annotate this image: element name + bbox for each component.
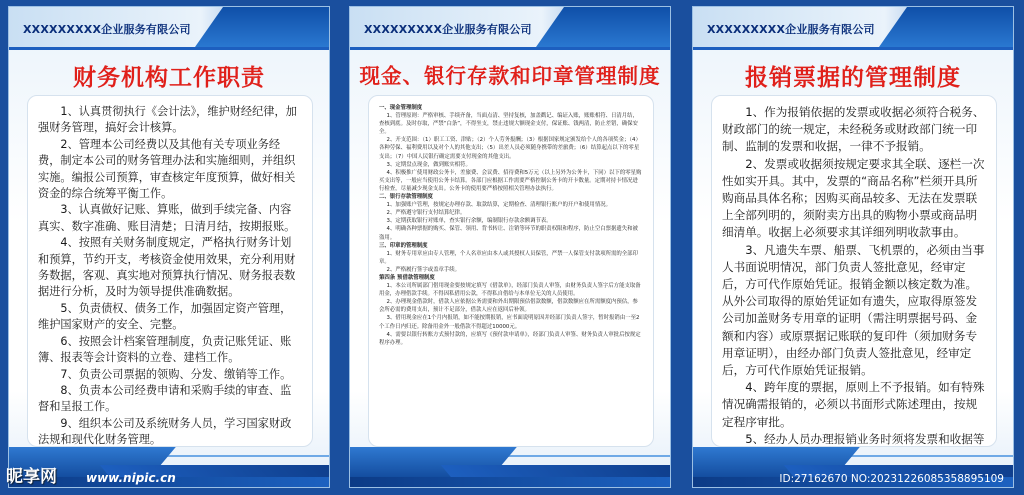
paragraph: 3、认真做好记账、算账，做到手续完备、内容真实、数字准确、账目清楚；日清月结，按期报账。 xyxy=(38,203,296,233)
paragraph: 4、需要以银行转账方式预付款的，应填写《预付款申请单》，经部门负责人审签、财务负责人审批后按规定程序办理。 xyxy=(379,331,641,346)
paragraph: 5、负责债权、债务工作，加强固定资产管理，维护国家财产的安全、完整。 xyxy=(38,301,292,332)
watermark-logo: 昵享网 xyxy=(6,467,57,487)
section-heading: 二、银行存款管理制度 xyxy=(379,194,433,201)
company-name: XXXXXXXXX企业服务有限公司 xyxy=(364,23,532,36)
section-heading: 三、印章的管理制度 xyxy=(379,242,428,249)
panel-title: 现金、银行存款和印章管理制度 xyxy=(359,64,661,88)
paragraph: 2、办理现金借款时，借款人应依据公务需要和外出期限预估借款数额，借款数额应在所需额度内预估，参会所必需的费用支出，预计不足部分，借款人应在返回后补领。 xyxy=(379,299,638,314)
header-divider xyxy=(350,47,670,50)
paragraph: 3、借用现金应在1个月内报销，如不能按期报销，应书面说明原因并经部门负责人签字，暂时报销由一至2个工作日内归还。除备用金外一般借款不得超过10000元。 xyxy=(379,315,640,330)
paragraph: 1、管理原则：严格审核、手续齐备，当面点清、坚持复核，加盖戳记、编证入账，账账相符、日清月结，查核到底。及时存取，严禁“白条”，不得坐支，禁止违规大额现金支付，保证账、钱两清，防止差错，确保安全。 xyxy=(379,113,638,136)
paragraph: 4、明确各种票据的购买、保管、领用、背书转让、注销等环节的职责权限和程序，防止空白票据遗失和被盗用。 xyxy=(379,226,638,241)
watermark-url: www.nipic.cn xyxy=(86,471,176,485)
watermark-id: ID:27162670 NO:20231226085358895109 xyxy=(779,473,1004,485)
paragraph: 6、按照会计档案管理制度，负责记账凭证、账簿、报表等会计资料的立卷、建档工作。 xyxy=(38,334,292,365)
paragraph: 5、经办人员办理报销业务时须将发票和收据等 xyxy=(745,431,985,446)
panel-title: 报销票据的管理制度 xyxy=(745,65,961,91)
header-divider xyxy=(9,47,329,50)
paragraph: 2、开支范围：（1）职工工资、津贴；（2）个人劳务报酬；（3）根据国家规定颁发给个人的各项奖金；（4）各种劳保、福利费用以及对个人的其他支出；（5）出差人员必须随身携带的差旅费；（6）结算起点以下的零星支出；（7）中国人民银行确定需要支付现金的其他支出。 xyxy=(379,137,641,160)
paragraph: 2、发票或收据须按规定要求其全联、逐栏一次性如实开具。其中，发票的“商品名称”栏须开具所购商品具体名称；因购买商品较多、无法在发票联上全部列明的，须附卖方出具的购物小票或商品明细清单。收据上必须要求其详细列明收款事由。 xyxy=(722,156,985,240)
header-divider xyxy=(693,47,1013,50)
paragraph: 3、凡遗失车票、船票、飞机票的，必须由当事人书面说明情况，部门负责人签批意见，经审定后，方可代作原始凭证。报销金额以核定数为准。从外公司取得的原始凭证如有遗失，应取得原签发公司加盖财务专用章的证明（需注明票据号码、金额和内容）或原票据记账联的复印件（须加财务专用章证明），由经办部门负责人签批意见，经审定后，方可代作原始凭证报销。 xyxy=(722,242,985,378)
poster-panel-3 xyxy=(692,6,1014,488)
section-heading: 一、现金管理制度 xyxy=(379,105,423,111)
paragraph: 2、管理本公司经费以及其他有关专项业务经费，制定本公司的财务管理办法和实施细则，并组织实施。编报公司预算，审查核定年度预算，做好相关资金的综合统筹平衡工作。 xyxy=(38,137,296,201)
paragraph: 2、严格遵守银行支付结算纪律。 xyxy=(386,210,466,217)
paragraph: 9、组织本公司及系统财务人员，学习国家财政法规和现代化财务管理。 xyxy=(38,416,292,447)
paragraph: 1、加强账户管理，按规定办理存款、取款结算，定期检查、清理银行账户的开户和使用情况。 xyxy=(386,202,611,209)
paragraph: 1、作为报销依据的发票或收据必须符合税务、财政部门的统一规定，未经税务或财政部门统一印制、监制的发票和收据，一律不予报销。 xyxy=(722,105,985,154)
paragraph: 1、财务专用章应由专人管理，个人名章应由本人或其授权人员保管，严禁一人保管支付款项所需的全部印章。 xyxy=(379,250,638,265)
paragraph: 3、定期获取银行对账单，查实银行余额，编制银行存款余额调节表。 xyxy=(386,218,552,225)
paragraph: 3、定期盘点现金，做到账实相符。 xyxy=(386,161,471,168)
panel-title: 财务机构工作职责 xyxy=(73,65,265,91)
company-name: XXXXXXXXX企业服务有限公司 xyxy=(707,23,875,36)
poster-panel-2 xyxy=(349,6,671,488)
footer-decoration xyxy=(350,437,670,487)
paragraph: 4、积极推广使用财政公务卡，差旅费、会议费、招待费和5万元（以上另外为公务卡，下同）以下的零星购买支出等，一般应当使用公务卡结算。各部门应根据工作需要严格控制公务卡的开卡数量。定期对持卡情况进行检查，尽量减少现金支出。公务卡的使用要严格按照相关管理办法执行。 xyxy=(379,169,642,192)
poster-panel-1 xyxy=(8,6,330,488)
content-card xyxy=(27,95,313,447)
section-heading: 第四条 预借款管理制度 xyxy=(379,274,435,281)
content-card xyxy=(368,95,654,447)
content-card xyxy=(711,95,997,447)
paragraph: 8、负责本公司经费申请和采购手续的审查、监督和呈报工作。 xyxy=(38,383,292,414)
paragraph: 1、本公司所属部门借用现金要按规定填写《借款单》，经部门负责人审签，由财务负责人签字后方能支取备用金，办理借款手续。不得因私借用公款，不得私自借给与本单位无关的人员使用。 xyxy=(379,283,641,298)
paragraph: 1、认真贯彻执行《会计法》，维护财经纪律，加强财务管理，搞好会计核算。 xyxy=(38,105,297,135)
paragraph: 7、负责公司票据的领购、分发、缴销等工作。 xyxy=(60,367,292,381)
paragraph: 2、严格履行签字或盖章手续。 xyxy=(386,266,461,273)
paragraph: 4、按照有关财务制度规定，严格执行财务计划和预算，节约开支，考核资金使用效果，充分利用财务数据，客观、真实地对预算执行情况、财务报表数据进行分析，及时为领导提供准确数据。 xyxy=(38,236,296,299)
paragraph: 4、跨年度的票据，原则上不予报销。如有特殊情况确需报销的，必须以书面形式陈述理由，按规定程序审批。 xyxy=(722,380,985,429)
company-name: XXXXXXXXX企业服务有限公司 xyxy=(23,23,191,36)
